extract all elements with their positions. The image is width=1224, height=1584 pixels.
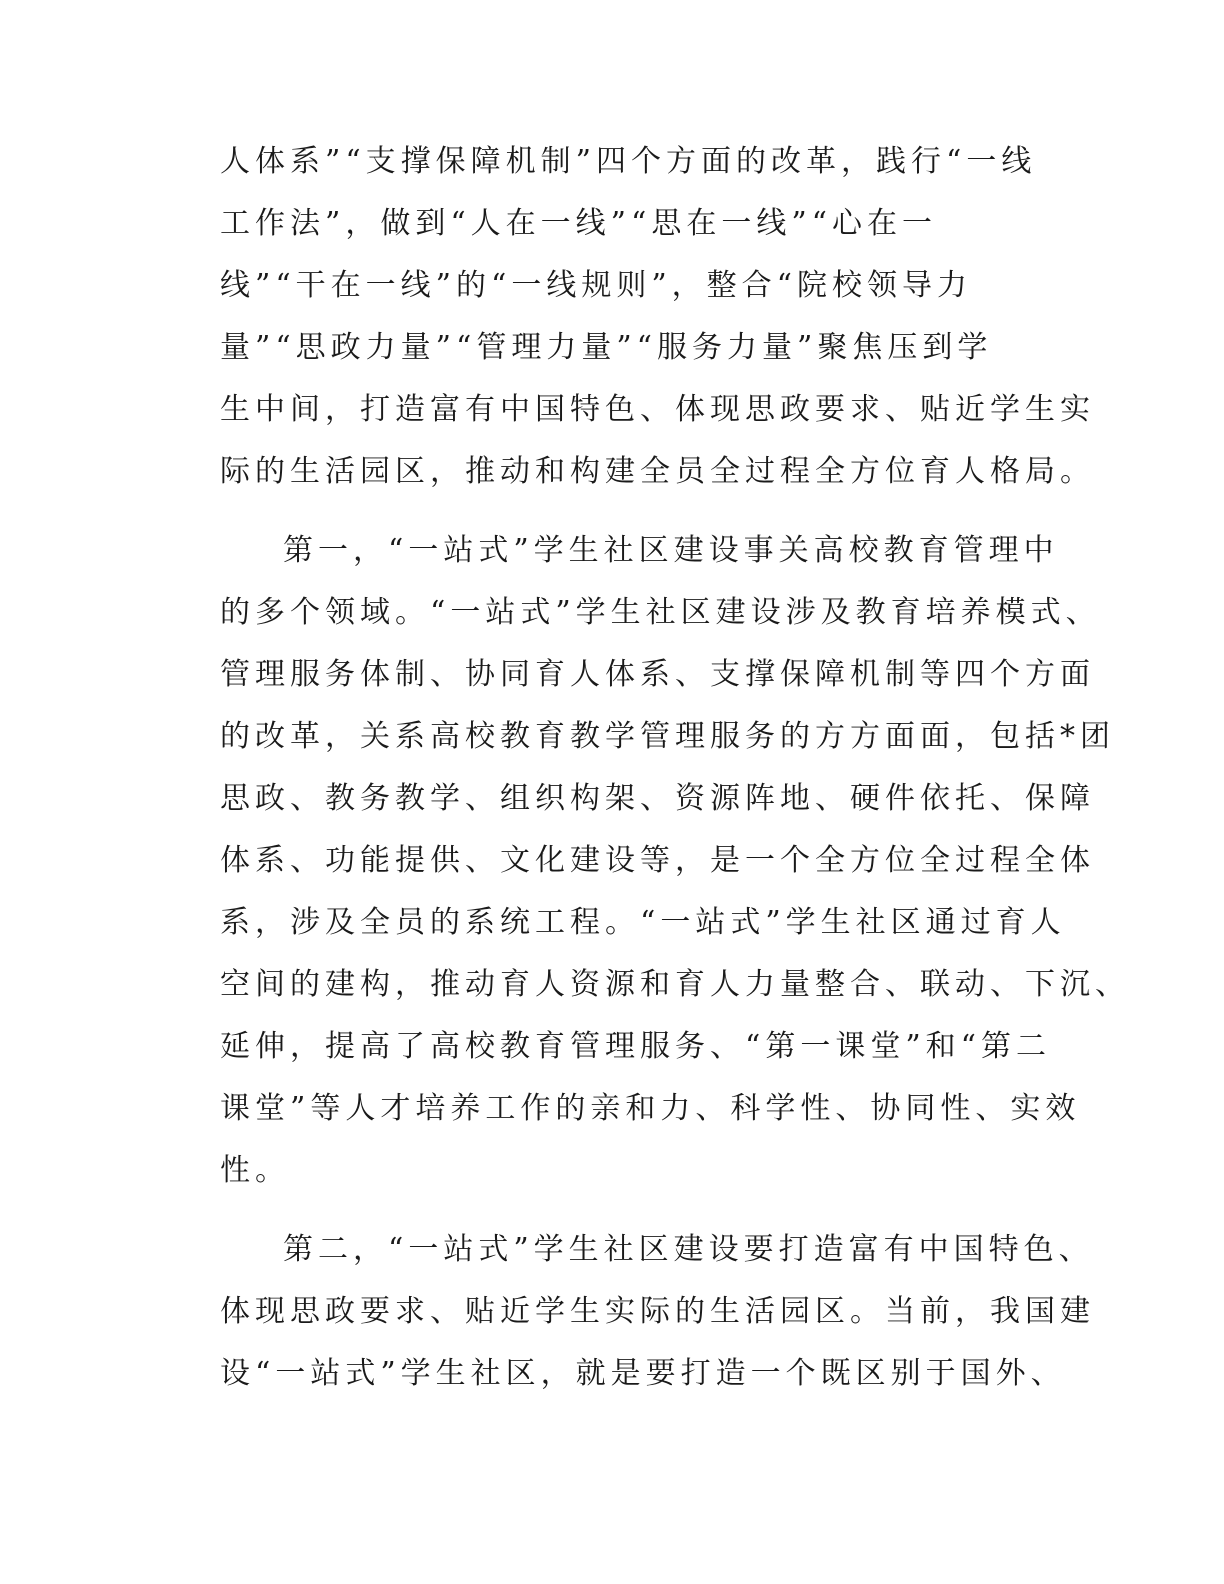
text-line: 管理服务体制、协同育人体系、支撑保障机制等四个方面 — [220, 657, 1095, 692]
text-line: 人体系”“支撑保障机制”四个方面的改革，践行“一线 — [220, 144, 1037, 179]
text-line: 线”“干在一线”的“一线规则”，整合“院校领导力 — [220, 268, 973, 303]
text-line: 课堂”等人才培养工作的亲和力、科学性、协同性、实效 — [220, 1091, 1081, 1126]
text-line: 工作法”，做到“人在一线”“思在一线”“心在一 — [220, 206, 938, 241]
text-line: 生中间，打造富有中国特色、体现思政要求、贴近学生实 — [220, 392, 1095, 427]
paragraph-continuation — [220, 131, 1095, 503]
paragraph-second-point — [220, 1219, 1095, 1405]
text-line: 第一，“一站式”学生社区建设事关高校教育管理中 — [283, 533, 1059, 568]
text-line: 体系、功能提供、文化建设等，是一个全方位全过程全体 — [220, 843, 1095, 878]
text-line: 体现思政要求、贴近学生实际的生活园区。当前，我国建 — [220, 1294, 1095, 1329]
text-line: 思政、教务教学、组织构架、资源阵地、硬件依托、保障 — [220, 781, 1095, 816]
text-line: 际的生活园区，推动和构建全员全过程全方位育人格局。 — [220, 454, 1095, 489]
text-line: 性。 — [220, 1153, 290, 1188]
text-line: 的多个领域。“一站式”学生社区建设涉及教育培养模式、 — [220, 595, 1101, 630]
text-line: 设“一站式”学生社区，就是要打造一个既区别于国外、 — [220, 1356, 1066, 1391]
paragraph-first-point — [220, 520, 1130, 1202]
text-line: 第二，“一站式”学生社区建设要打造富有中国特色、 — [283, 1232, 1094, 1267]
text-line: 系，涉及全员的系统工程。“一站式”学生社区通过育人 — [220, 905, 1066, 940]
text-line: 量”“思政力量”“管理力量”“服务力量”聚焦压到学 — [220, 330, 993, 365]
text-line: 延伸，提高了高校教育管理服务、“第一课堂”和“第二 — [220, 1029, 1052, 1064]
text-line: 空间的建构，推动育人资源和育人力量整合、联动、下沉、 — [220, 967, 1130, 1002]
text-line: 的改革，关系高校教育教学管理服务的方方面面，包括*团 — [220, 719, 1115, 754]
